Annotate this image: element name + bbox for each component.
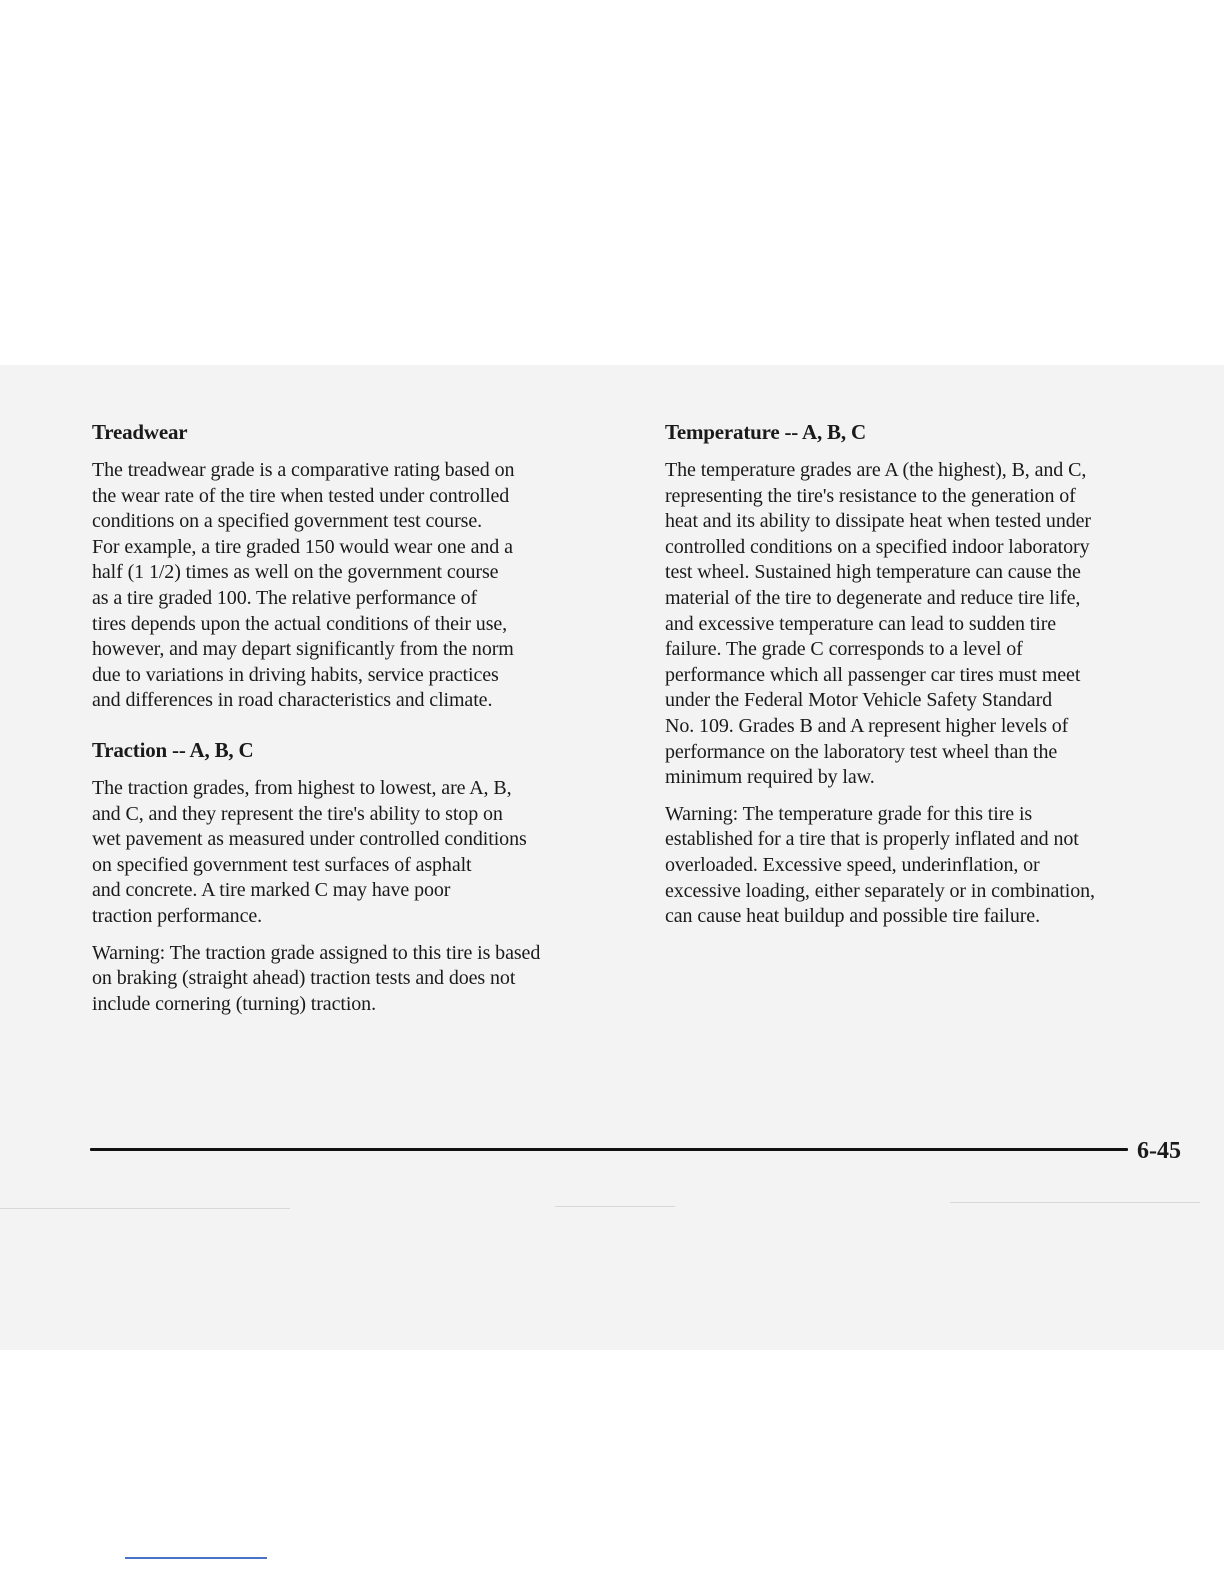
scan-artifact-line — [950, 1202, 1200, 1203]
traction-warning: Warning: The traction grade assigned to this tire is based on braking (straight ahead) traction tests and does not include cornering (turning) traction. — [92, 941, 541, 1015]
traction-paragraph: The traction grades, from highest to lowest, are A, B, and C, and they represent the tire's ability to stop on wet pavement as measured under controlled conditions on specified government test surfaces of asphalt and concrete. A tire marked C may have poor traction performance. — [92, 776, 527, 927]
traction-heading: Traction -- A, B, C — [92, 737, 254, 762]
bottom-link-underline — [125, 1557, 267, 1559]
temperature-paragraph: The temperature grades are A (the highest), B, and C, representing the tire's resistance to the generation of heat and its ability to dissipate heat when tested under controlled conditions on a specified indoor laboratory test wheel. Sustained high temperature can cause the material of the tire to degenerate and reduce tire life, and excessive temperature can lead to sudden tire failure. The grade C corresponds to a level of performance which all passenger car tires must meet under the Federal Motor Vehicle Safety Standard No. 109. Grades B and A represent higher levels of performance on the laboratory test wheel than the minimum required by law. — [665, 459, 1091, 789]
temperature-warning: Warning: The temperature grade for this tire is established for a tire that is properly inflated and not overloaded. Excessive speed, underinflation, or excessive loading, either separately or in combination, can cause heat buildup and possible tire failure. — [665, 802, 1095, 928]
treadwear-heading: Treadwear — [92, 420, 188, 444]
scan-artifact-line — [0, 1208, 290, 1209]
page-number: 6-45 — [1137, 1138, 1181, 1164]
right-column — [665, 418, 1195, 941]
treadwear-paragraph: The treadwear grade is a comparative rating based on the wear rate of the tire when tested under controlled conditions on a specified government test course. For example, a tire graded 150 would wear one and a half (1 1/2) times as well on the government course as a tire graded 100. The relative performance of tires depends upon the actual conditions of their use, however, and may depart significantly from the norm due to variations in driving habits, service practices and differences in road characteristics and climate. — [92, 459, 515, 712]
temperature-heading: Temperature -- A, B, C — [665, 420, 866, 444]
footer-rule — [90, 1148, 1128, 1151]
scan-artifact-line — [555, 1206, 675, 1207]
left-column — [92, 418, 637, 1028]
